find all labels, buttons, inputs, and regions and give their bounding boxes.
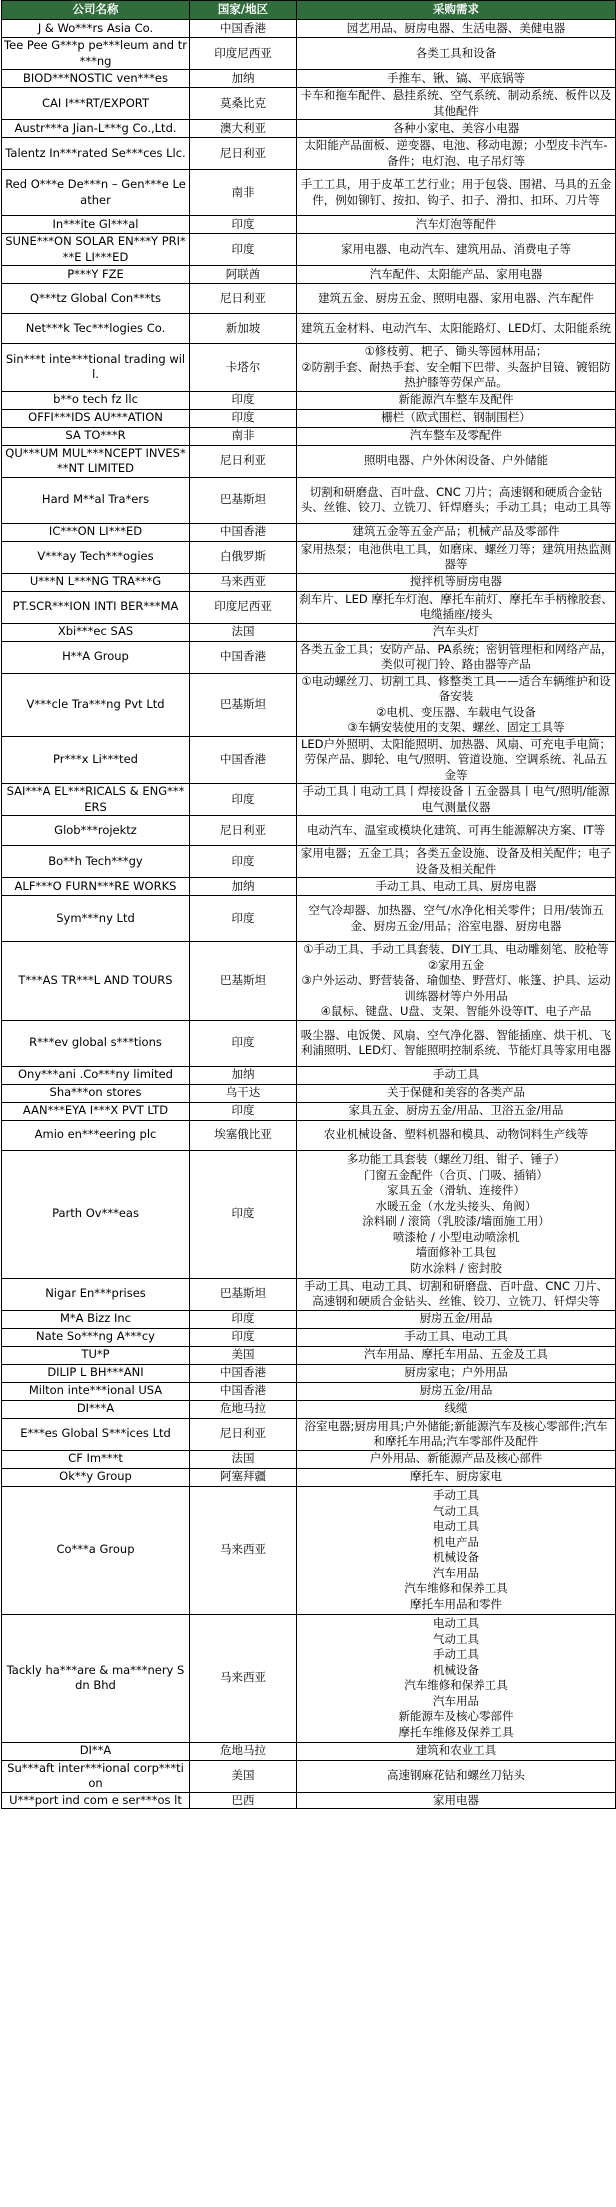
country-cell: 马来西亚	[190, 573, 297, 591]
table-row	[2, 1468, 616, 1486]
demand-line: 栅栏（欧式围栏、钢制围栏）	[381, 410, 531, 425]
demand-line: 搅拌机等厨房电器	[410, 574, 502, 589]
company-cell: Ok**y Group	[2, 1468, 190, 1486]
demand-line: 手动工具、电动工具	[404, 1329, 508, 1344]
country-cell: 尼日利亚	[190, 138, 297, 170]
demand-cell	[297, 138, 616, 170]
company-cell: V***cle Tra***ng Pvt Ltd	[2, 673, 190, 736]
demand-line: 家用电器；五金工具；各类五金设施、设备及相关配件；电子设备及相关配件	[300, 846, 612, 876]
demand-line: 汽车用品、摩托车用品、五金及工具	[364, 1347, 548, 1362]
demand-line: 电动工具	[433, 1616, 479, 1630]
table-row	[2, 138, 616, 170]
demand-cell	[297, 1614, 616, 1742]
country-cell: 澳大利亚	[190, 120, 297, 138]
table-row	[2, 736, 616, 784]
demand-cell	[297, 88, 616, 120]
demand-line: 厨房五金/用品	[419, 1383, 493, 1398]
demand-cell	[297, 1346, 616, 1364]
company-cell: SUNE***ON SOLAR EN***Y PRI***E LI***ED	[2, 234, 190, 266]
table-row	[2, 1346, 616, 1364]
demand-line: 刹车片、LED 摩托车灯泡、摩托车前灯、摩托车手柄橡胶套、电缆插座/接头	[299, 591, 613, 621]
country-cell: 马来西亚	[190, 1486, 297, 1614]
table-row	[2, 216, 616, 234]
demand-cell	[297, 1084, 616, 1102]
demand-line: ②电机、变压器、车载电气设备	[376, 704, 536, 719]
company-cell: Sin***t inte***tional trading will.	[2, 344, 190, 392]
demand-line: 户外用品、新能源产品及核心部件	[369, 1451, 543, 1466]
country-cell: 中国香港	[190, 1364, 297, 1382]
country-cell: 印度	[190, 1102, 297, 1120]
demand-line: 机电产品	[433, 1534, 479, 1549]
demand-line: 机械设备	[433, 1662, 479, 1677]
country-cell: 法国	[190, 623, 297, 641]
table-row	[2, 878, 616, 896]
demand-cell	[297, 1742, 616, 1760]
demand-line: ②防割手套、耐热手套、安全帽下巴带、头盔护目镜、镀铝防热护膝等劳保产品。	[301, 359, 611, 389]
country-cell: 白俄罗斯	[190, 541, 297, 573]
demand-line: 空气冷却器、加热器、空气/水净化相关零件；日用/装饰五金、厨房五金/用品；浴室电器、厨房电器	[308, 903, 604, 933]
country-cell: 印度	[190, 846, 297, 878]
table-row	[2, 120, 616, 138]
table-row	[2, 896, 616, 942]
company-cell: Sym***ny Ltd	[2, 896, 190, 942]
table-row	[2, 1400, 616, 1418]
company-cell: Tee Pee G***p pe***leum and tr***ng	[2, 38, 190, 70]
demand-cell	[297, 266, 616, 284]
demand-line: 建筑和农业工具	[415, 1743, 497, 1758]
table-row	[2, 1278, 616, 1310]
company-cell: Su***aft inter***ional corp***tion	[2, 1760, 190, 1792]
company-cell: In***ite Gl***al	[2, 216, 190, 234]
demand-line: 各类五金工具；安防产品、PA系统；密钥管理柜和网络产品，类似可视门铃、路由器等产品	[299, 641, 613, 671]
demand-line: 汽车用品	[433, 1693, 479, 1708]
demand-line: 卡车和拖车配件、悬挂系统、空气系统、制动系统、板件以及其他配件	[300, 88, 612, 118]
country-cell: 巴基斯坦	[190, 1278, 297, 1310]
demand-cell	[297, 20, 616, 38]
company-cell: Glob***rojektz	[2, 816, 190, 846]
demand-line: 太阳能产品面板、逆变器、电池、移动电源；小型皮卡汽车-备件；电灯泡、电子吊灯等	[304, 138, 608, 168]
company-cell: Xbi***ec SAS	[2, 623, 190, 641]
company-cell: Ony***ani .Co***ny limited	[2, 1066, 190, 1084]
demand-line: 新能源车及核心零部件	[398, 1709, 514, 1723]
company-cell: SA TO***R	[2, 427, 190, 445]
table-row	[2, 846, 616, 878]
demand-line: 手动工具	[433, 1488, 479, 1502]
demand-cell	[297, 284, 616, 314]
country-cell: 美国	[190, 1346, 297, 1364]
company-cell: OFFI***IDS AU***ATION	[2, 409, 190, 427]
table-row	[2, 391, 616, 409]
company-cell: V***ay Tech***ogies	[2, 541, 190, 573]
table-row	[2, 1020, 616, 1066]
company-cell: Net***k Tec***logies Co.	[2, 314, 190, 344]
demand-cell	[297, 409, 616, 427]
table-row	[2, 409, 616, 427]
demand-cell	[297, 1120, 616, 1150]
demand-cell	[297, 591, 616, 623]
demand-cell	[297, 523, 616, 541]
country-cell: 南非	[190, 170, 297, 216]
demand-line: 汽车头灯	[433, 624, 479, 639]
demand-line: LED户外照明、太阳能照明、加热器、风扇、可充电手电筒；劳保产品、脚轮、电气/照明、管道设施、空调系统、礼品五金等	[300, 736, 612, 782]
demand-line: 汽车配件、太阳能产品、家用电器	[369, 266, 543, 281]
country-cell: 巴基斯坦	[190, 673, 297, 736]
demand-cell	[297, 477, 616, 523]
company-cell: DI***A	[2, 1400, 190, 1418]
table-row	[2, 541, 616, 573]
column-header-company: 公司名称	[2, 1, 190, 20]
country-cell: 巴基斯坦	[190, 477, 297, 523]
company-cell: BIOD***NOSTIC ven***es	[2, 70, 190, 88]
demand-line: 吸尘器、电饭煲、风扇、空气净化器、智能插座、烘干机、飞利浦照明、LED灯、智能照明控制系统、节能灯具等家用电器	[300, 1027, 612, 1057]
demand-cell	[297, 1364, 616, 1382]
demand-line: 喷漆枪 / 小型电动喷涂机	[392, 1229, 520, 1244]
demand-line: 线缆	[444, 1401, 468, 1416]
demand-cell	[297, 1150, 616, 1278]
demand-cell	[297, 541, 616, 573]
company-cell: TU*P	[2, 1346, 190, 1364]
demand-line: ①修枝剪、耙子、锄头等园林用品；	[364, 344, 548, 358]
table-row	[2, 591, 616, 623]
country-cell: 卡塔尔	[190, 344, 297, 392]
demand-line: 汽车维修和保养工具	[404, 1678, 508, 1692]
country-cell: 马来西亚	[190, 1614, 297, 1742]
table-row	[2, 1450, 616, 1468]
country-cell: 加纳	[190, 1066, 297, 1084]
company-cell: Milton inte***ional USA	[2, 1382, 190, 1400]
demand-line: 家用电器、电动汽车、建筑用品、消费电子等	[341, 241, 571, 256]
demand-line: 气动工具	[433, 1631, 479, 1646]
table-row	[2, 1150, 616, 1278]
company-cell: Tackly ha***are & ma***nery Sdn Bhd	[2, 1614, 190, 1742]
demand-cell	[297, 445, 616, 477]
company-cell: PT.SCR***ION INTI BER***MA	[2, 591, 190, 623]
company-cell: DI**A	[2, 1742, 190, 1760]
demand-cell	[297, 314, 616, 344]
company-cell: Bo**h Tech***gy	[2, 846, 190, 878]
country-cell: 阿联酋	[190, 266, 297, 284]
demand-line: 建筑五金、厨房五金、照明电器、家用电器、汽车配件	[318, 290, 594, 305]
table-row	[2, 942, 616, 1021]
demand-line: 厨房家电；户外用品	[404, 1365, 508, 1380]
table-body	[2, 20, 616, 1809]
country-cell: 法国	[190, 1450, 297, 1468]
table-row	[2, 1310, 616, 1328]
country-cell: 加纳	[190, 878, 297, 896]
company-cell: QU***UM MUL***NCEPT INVES***NT LIMITED	[2, 445, 190, 477]
demand-cell	[297, 673, 616, 736]
demand-cell	[297, 170, 616, 216]
demand-line: 涂料刷 / 滚筒（乳胶漆/墙面施工用）	[362, 1214, 550, 1228]
country-cell: 乌干达	[190, 1084, 297, 1102]
table-row	[2, 284, 616, 314]
demand-cell	[297, 1102, 616, 1120]
country-cell: 危地马拉	[190, 1400, 297, 1418]
demand-cell	[297, 816, 616, 846]
demand-line: 墙面修补工具包	[415, 1245, 497, 1259]
company-cell: Nate So***ng A***cy	[2, 1328, 190, 1346]
country-cell: 印度	[190, 1020, 297, 1066]
demand-cell	[297, 1328, 616, 1346]
company-cell: CAI I***RT/EXPORT	[2, 88, 190, 120]
demand-line: 手动工具、电动工具、切割和研磨盘、百叶盘、CNC 刀片、高速钢和硬质合金钻头、丝锥、铰刀、立铣刀、钎焊尖等	[303, 1278, 609, 1308]
demand-cell	[297, 1382, 616, 1400]
table-row	[2, 573, 616, 591]
country-cell: 印度	[190, 1310, 297, 1328]
country-cell: 印度	[190, 1328, 297, 1346]
table-row	[2, 88, 616, 120]
demand-cell	[297, 38, 616, 70]
demand-cell	[297, 120, 616, 138]
demand-line: 摩托车、厨房家电	[410, 1469, 502, 1484]
country-cell: 印度	[190, 391, 297, 409]
table-row	[2, 1066, 616, 1084]
table-row	[2, 1364, 616, 1382]
table-row	[2, 70, 616, 88]
demand-line: 汽车整车及零配件	[410, 428, 502, 443]
country-cell: 印度尼西亚	[190, 591, 297, 623]
demand-line: 家用电器	[433, 1792, 479, 1807]
demand-cell	[297, 344, 616, 392]
demand-line: 关于保健和美容的各类产品	[387, 1085, 525, 1100]
country-cell: 印度	[190, 216, 297, 234]
demand-line: 新能源汽车整车及配件	[398, 392, 514, 407]
demand-line: 高速钢麻花钻和螺丝刀钻头	[387, 1768, 525, 1783]
demand-line: 汽车用品	[433, 1565, 479, 1580]
company-cell: Co***a Group	[2, 1486, 190, 1614]
table-row	[2, 784, 616, 816]
demand-line: 气动工具	[433, 1503, 479, 1518]
company-cell: DILIP L BH***ANI	[2, 1364, 190, 1382]
demand-cell	[297, 1418, 616, 1450]
header-row	[2, 1, 616, 20]
demand-line: ③户外运动、野营装备、瑜伽垫、野营灯、帐篷、护具、运动训练器材等户外用品	[301, 973, 611, 1003]
demand-line: 手动工具	[433, 1067, 479, 1082]
country-cell: 南非	[190, 427, 297, 445]
demand-line: 照明电器、户外休闲设备、户外储能	[364, 453, 548, 468]
demand-line: 水暖五金（水龙头接头、角阀）	[375, 1198, 537, 1213]
company-cell: Sha***on stores	[2, 1084, 190, 1102]
demand-line: 建筑五金材料、电动汽车、太阳能路灯、LED灯、太阳能系统	[300, 320, 612, 335]
demand-line: 切割和研磨盘、百叶盘、CNC 刀片；高速钢和硬质合金钻头、丝锥、铰刀、立铣刀、钎焊磨头；手动工具；电动工具等	[300, 484, 612, 514]
demand-line: 机械设备	[433, 1550, 479, 1564]
demand-cell	[297, 427, 616, 445]
country-cell: 中国香港	[190, 523, 297, 541]
country-cell: 莫桑比克	[190, 88, 297, 120]
demand-line: ②家用五金	[427, 957, 485, 972]
company-cell: U***port ind com e ser***os lt	[2, 1792, 190, 1809]
country-cell: 尼日利亚	[190, 284, 297, 314]
country-cell: 尼日利亚	[190, 1418, 297, 1450]
country-cell: 巴基斯坦	[190, 942, 297, 1021]
demand-line: ④鼠标、键盘、U盘、支架、智能外设等IT、电子产品	[320, 1004, 592, 1018]
demand-cell	[297, 1468, 616, 1486]
table-row	[2, 1742, 616, 1760]
company-cell: b**o tech fz llc	[2, 391, 190, 409]
demand-cell	[297, 573, 616, 591]
demand-cell	[297, 736, 616, 784]
country-cell: 中国香港	[190, 20, 297, 38]
country-cell: 阿塞拜疆	[190, 1468, 297, 1486]
country-cell: 埃塞俄比亚	[190, 1120, 297, 1150]
company-cell: J & Wo***rs Asia Co.	[2, 20, 190, 38]
demand-cell	[297, 623, 616, 641]
country-cell: 印度	[190, 234, 297, 266]
demand-cell	[297, 234, 616, 266]
table-row	[2, 1760, 616, 1792]
table-row	[2, 38, 616, 70]
demand-cell	[297, 1760, 616, 1792]
company-cell: CF Im***t	[2, 1450, 190, 1468]
table-row	[2, 266, 616, 284]
demand-line: 手动工具、电动工具、厨房电器	[375, 878, 537, 893]
table-row	[2, 234, 616, 266]
company-cell: Red O***e De***n – Gen***e Leather	[2, 170, 190, 216]
demand-cell	[297, 70, 616, 88]
demand-line: 家具五金（滑轨、连接件）	[387, 1183, 525, 1197]
country-cell: 中国香港	[190, 1382, 297, 1400]
demand-cell	[297, 1486, 616, 1614]
country-cell: 印度尼西亚	[190, 38, 297, 70]
demand-cell	[297, 942, 616, 1021]
country-cell: 中国香港	[190, 641, 297, 673]
company-cell: E***es Global S***ices Ltd	[2, 1418, 190, 1450]
demand-line: 各种小家电、美容小电器	[392, 120, 520, 135]
demand-cell	[297, 216, 616, 234]
demand-line: 各类工具和设备	[415, 45, 497, 60]
table-row	[2, 314, 616, 344]
table-row	[2, 1084, 616, 1102]
demand-line: 电动汽车、温室或模块化建筑、可再生能源解决方案、IT等	[307, 822, 605, 837]
company-cell: Nigar En***prises	[2, 1278, 190, 1310]
demand-cell	[297, 1450, 616, 1468]
country-cell: 尼日利亚	[190, 445, 297, 477]
demand-line: ①手动工具、手动工具套装、DIY工具、电动雕刻笔、胶枪等	[303, 942, 609, 956]
company-cell: M*A Bizz Inc	[2, 1310, 190, 1328]
demand-line: 手工工具，用于皮革工艺行业；用于包袋、围裙、马具的五金件，例如铆钉、按扣、钩子、扣子、滑扣、扣环、刀片等	[300, 177, 612, 207]
country-cell: 中国香港	[190, 736, 297, 784]
table-row	[2, 673, 616, 736]
demand-line: 家具五金、厨房五金/用品、卫浴五金/用品	[348, 1103, 564, 1118]
table-row	[2, 1792, 616, 1809]
demand-cell	[297, 1792, 616, 1809]
table-row	[2, 427, 616, 445]
table-row	[2, 623, 616, 641]
demand-line: 园艺用品、厨房电器、生活电器、美健电器	[346, 20, 566, 35]
demand-line: 浴室电器;厨房用具;户外储能;新能源汽车及核心零部件;汽车和摩托车用品;汽车零部件及配件	[304, 1418, 608, 1448]
demand-cell	[297, 391, 616, 409]
demand-line: 电动工具	[433, 1519, 479, 1533]
demand-cell	[297, 878, 616, 896]
company-cell: H**A Group	[2, 641, 190, 673]
demand-line: 门窗五金配件（合页、门吸、插销）	[364, 1167, 548, 1182]
demand-line: 手动工具	[433, 1647, 479, 1661]
demand-line: 手推车、锹、镐、平底锅等	[387, 70, 525, 85]
company-cell: R***ev global s***tions	[2, 1020, 190, 1066]
table-row	[2, 445, 616, 477]
table-row	[2, 170, 616, 216]
demand-cell	[297, 1310, 616, 1328]
column-header-country: 国家/地区	[190, 1, 297, 20]
country-cell: 巴西	[190, 1792, 297, 1809]
company-cell: Pr***x Li***ted	[2, 736, 190, 784]
table-row	[2, 641, 616, 673]
company-cell: Parth Ov***eas	[2, 1150, 190, 1278]
demand-line: ①电动螺丝刀、切割工具、修整类工具——适合车辆维护和设备安装	[301, 673, 611, 703]
demand-line: 农业机械设备、塑料机器和模具、动物饲料生产线等	[323, 1127, 589, 1142]
country-cell: 印度	[190, 1150, 297, 1278]
demand-cell	[297, 1066, 616, 1084]
company-cell: IC***ON LI***ED	[2, 523, 190, 541]
country-cell: 印度	[190, 896, 297, 942]
table-row	[2, 20, 616, 38]
company-cell: Austr***a Jian-L***g Co.,Ltd.	[2, 120, 190, 138]
column-header-demand: 采购需求	[297, 1, 616, 20]
demand-cell	[297, 641, 616, 673]
country-cell: 新加坡	[190, 314, 297, 344]
demand-cell	[297, 784, 616, 816]
table-row	[2, 816, 616, 846]
demand-line: 汽车灯泡等配件	[415, 216, 497, 231]
demand-cell	[297, 1400, 616, 1418]
country-cell: 危地马拉	[190, 1742, 297, 1760]
company-cell: Q***tz Global Con***ts	[2, 284, 190, 314]
table-row	[2, 477, 616, 523]
demand-cell	[297, 846, 616, 878]
buyer-table	[1, 0, 616, 1809]
country-cell: 美国	[190, 1760, 297, 1792]
table-row	[2, 344, 616, 392]
table-row	[2, 1614, 616, 1742]
table-row	[2, 523, 616, 541]
table-row	[2, 1418, 616, 1450]
demand-line: 电气测量仪器	[421, 799, 491, 814]
country-cell: 尼日利亚	[190, 816, 297, 846]
table-row	[2, 1382, 616, 1400]
table-row	[2, 1486, 616, 1614]
demand-line: 建筑五金等五金产品；机械产品及零部件	[352, 524, 560, 539]
company-cell: Talentz In***rated Se***ces Llc.	[2, 138, 190, 170]
company-cell: U***N L***NG TRA***G	[2, 573, 190, 591]
demand-cell	[297, 896, 616, 942]
company-cell: Hard M**al Tra*ers	[2, 477, 190, 523]
company-cell: T***AS TR***L AND TOURS	[2, 942, 190, 1021]
country-cell: 印度	[190, 409, 297, 427]
company-cell: ALF***O FURN***RE WORKS	[2, 878, 190, 896]
demand-line: 多功能工具套装（螺丝刀组、钳子、锤子）	[346, 1152, 566, 1166]
country-cell: 加纳	[190, 70, 297, 88]
company-cell: Amio en***eering plc	[2, 1120, 190, 1150]
demand-line: 厨房五金/用品	[419, 1311, 493, 1326]
demand-line: ③车辆安装使用的支架、螺丝、固定工具等	[347, 720, 565, 734]
demand-line: 摩托车用品和零件	[410, 1596, 502, 1611]
demand-line: 手动工具丨电动工具丨焊接设备丨五金器具丨电气/照明/能源	[302, 784, 610, 798]
table-row	[2, 1102, 616, 1120]
table-row	[2, 1120, 616, 1150]
country-cell: 印度	[190, 784, 297, 816]
table-row	[2, 1328, 616, 1346]
company-cell: P***Y FZE	[2, 266, 190, 284]
demand-cell	[297, 1278, 616, 1310]
demand-cell	[297, 1020, 616, 1066]
company-cell: SAI***A EL***RICALS & ENG***ERS	[2, 784, 190, 816]
demand-line: 防水涂料 / 密封胶	[410, 1260, 502, 1275]
demand-line: 汽车维修和保养工具	[404, 1581, 508, 1595]
company-cell: AAN***EYA I***X PVT LTD	[2, 1102, 190, 1120]
demand-line: 摩托车维修及保养工具	[398, 1724, 514, 1739]
demand-line: 家用热泵；电池供电工具，如磨床、螺丝刀等；建筑用热监测器等	[300, 541, 612, 571]
